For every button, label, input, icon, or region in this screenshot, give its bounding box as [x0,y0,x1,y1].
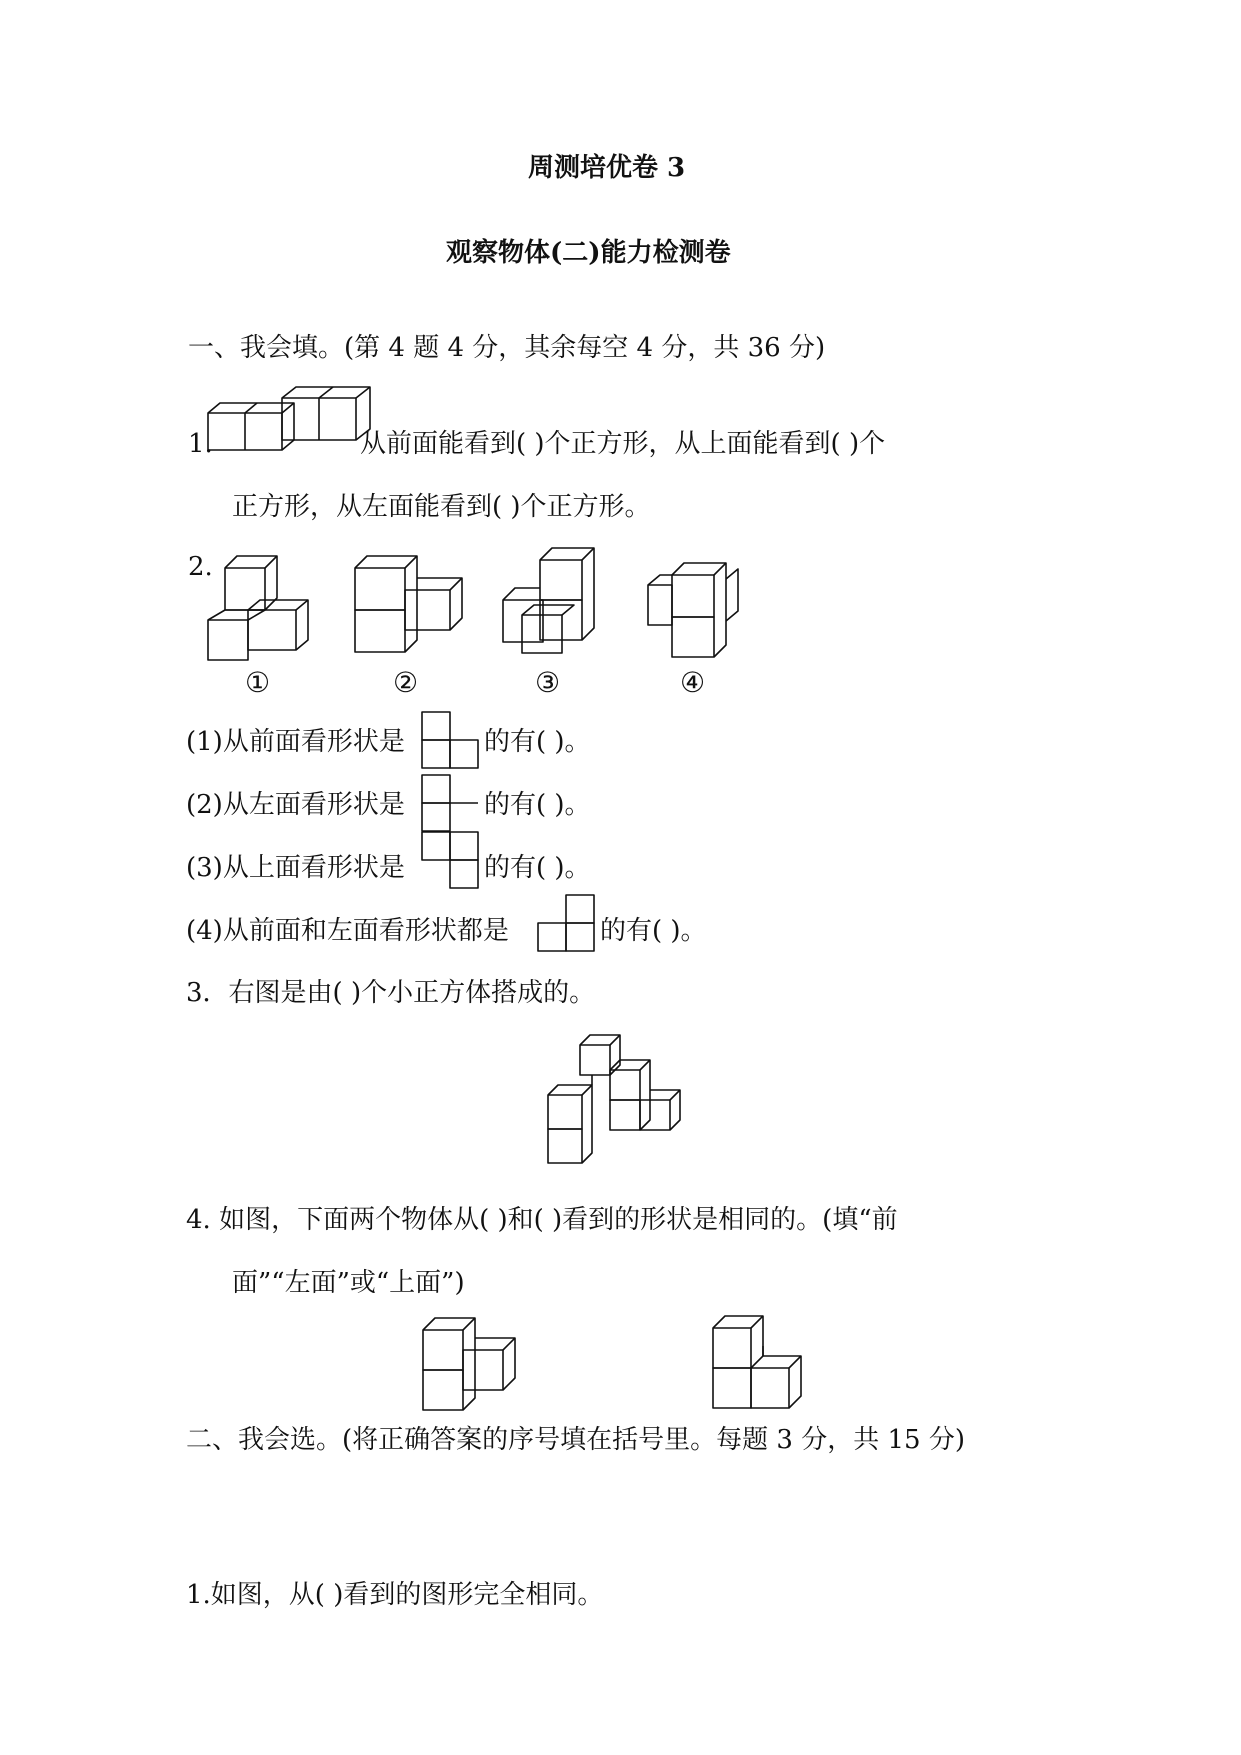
page-title: 周测培优卷 3 [528,153,686,183]
q3-text: 3．右图是由( )个小正方体搭成的。 [186,978,596,1008]
q2-label-1: ① [245,666,271,699]
q2-sub3-prefix: (3)从上面看形状是 [186,853,405,883]
q2-figure-3 [500,540,620,655]
q2-sub2-suffix: 的有( )。 [484,790,591,820]
q2-sub4-shape [536,893,598,955]
q2-label-3: ③ [535,666,561,699]
section2-heading: 二、我会选。(将正确答案的序号填在括号里。每题 3 分，共 15 分) [186,1425,965,1455]
q2-sub1-prefix: (1)从前面看形状是 [186,727,405,757]
q2-sub4-suffix: 的有( )。 [600,916,707,946]
q2-sub2-shape [420,773,482,835]
q2-label-2: ② [393,666,419,699]
q4-figure-left [420,1312,550,1422]
q2-sub4-prefix: (4)从前面和左面看形状都是 [186,916,509,946]
q4-line1: 4. 如图，下面两个物体从( )和( )看到的形状是相同的。(填“前 [186,1205,898,1235]
q1-line1: 从前面能看到( )个正方形，从上面能看到( )个 [360,429,886,459]
q2-sub3-suffix: 的有( )。 [484,853,591,883]
q2-figure-4 [645,555,765,670]
q4-figure-right [710,1310,840,1420]
section1-heading: 一、我会填。(第 4 题 4 分，其余每空 4 分，共 36 分) [188,333,826,363]
q2-figure-1 [205,550,325,665]
section2-q1-text: 1.如图，从( )看到的图形完全相同。 [186,1580,604,1610]
q2-number: 2. [188,552,213,582]
q1-line2: 正方形，从左面能看到( )个正方形。 [232,492,651,522]
q2-sub2-prefix: (2)从左面看形状是 [186,790,405,820]
page-subtitle: 观察物体(二)能力检测卷 [446,238,731,268]
q2-label-4: ④ [680,666,706,699]
q1-cube-figure [205,385,375,455]
q3-cube-figure [545,1030,695,1170]
q2-figure-2 [352,548,472,663]
q4-line2: 面”“左面”或“上面”) [232,1268,465,1298]
q2-sub1-suffix: 的有( )。 [484,727,591,757]
q2-sub3-shape [420,830,482,892]
q1-number: 1. [188,429,213,459]
q2-sub1-shape [420,710,482,772]
